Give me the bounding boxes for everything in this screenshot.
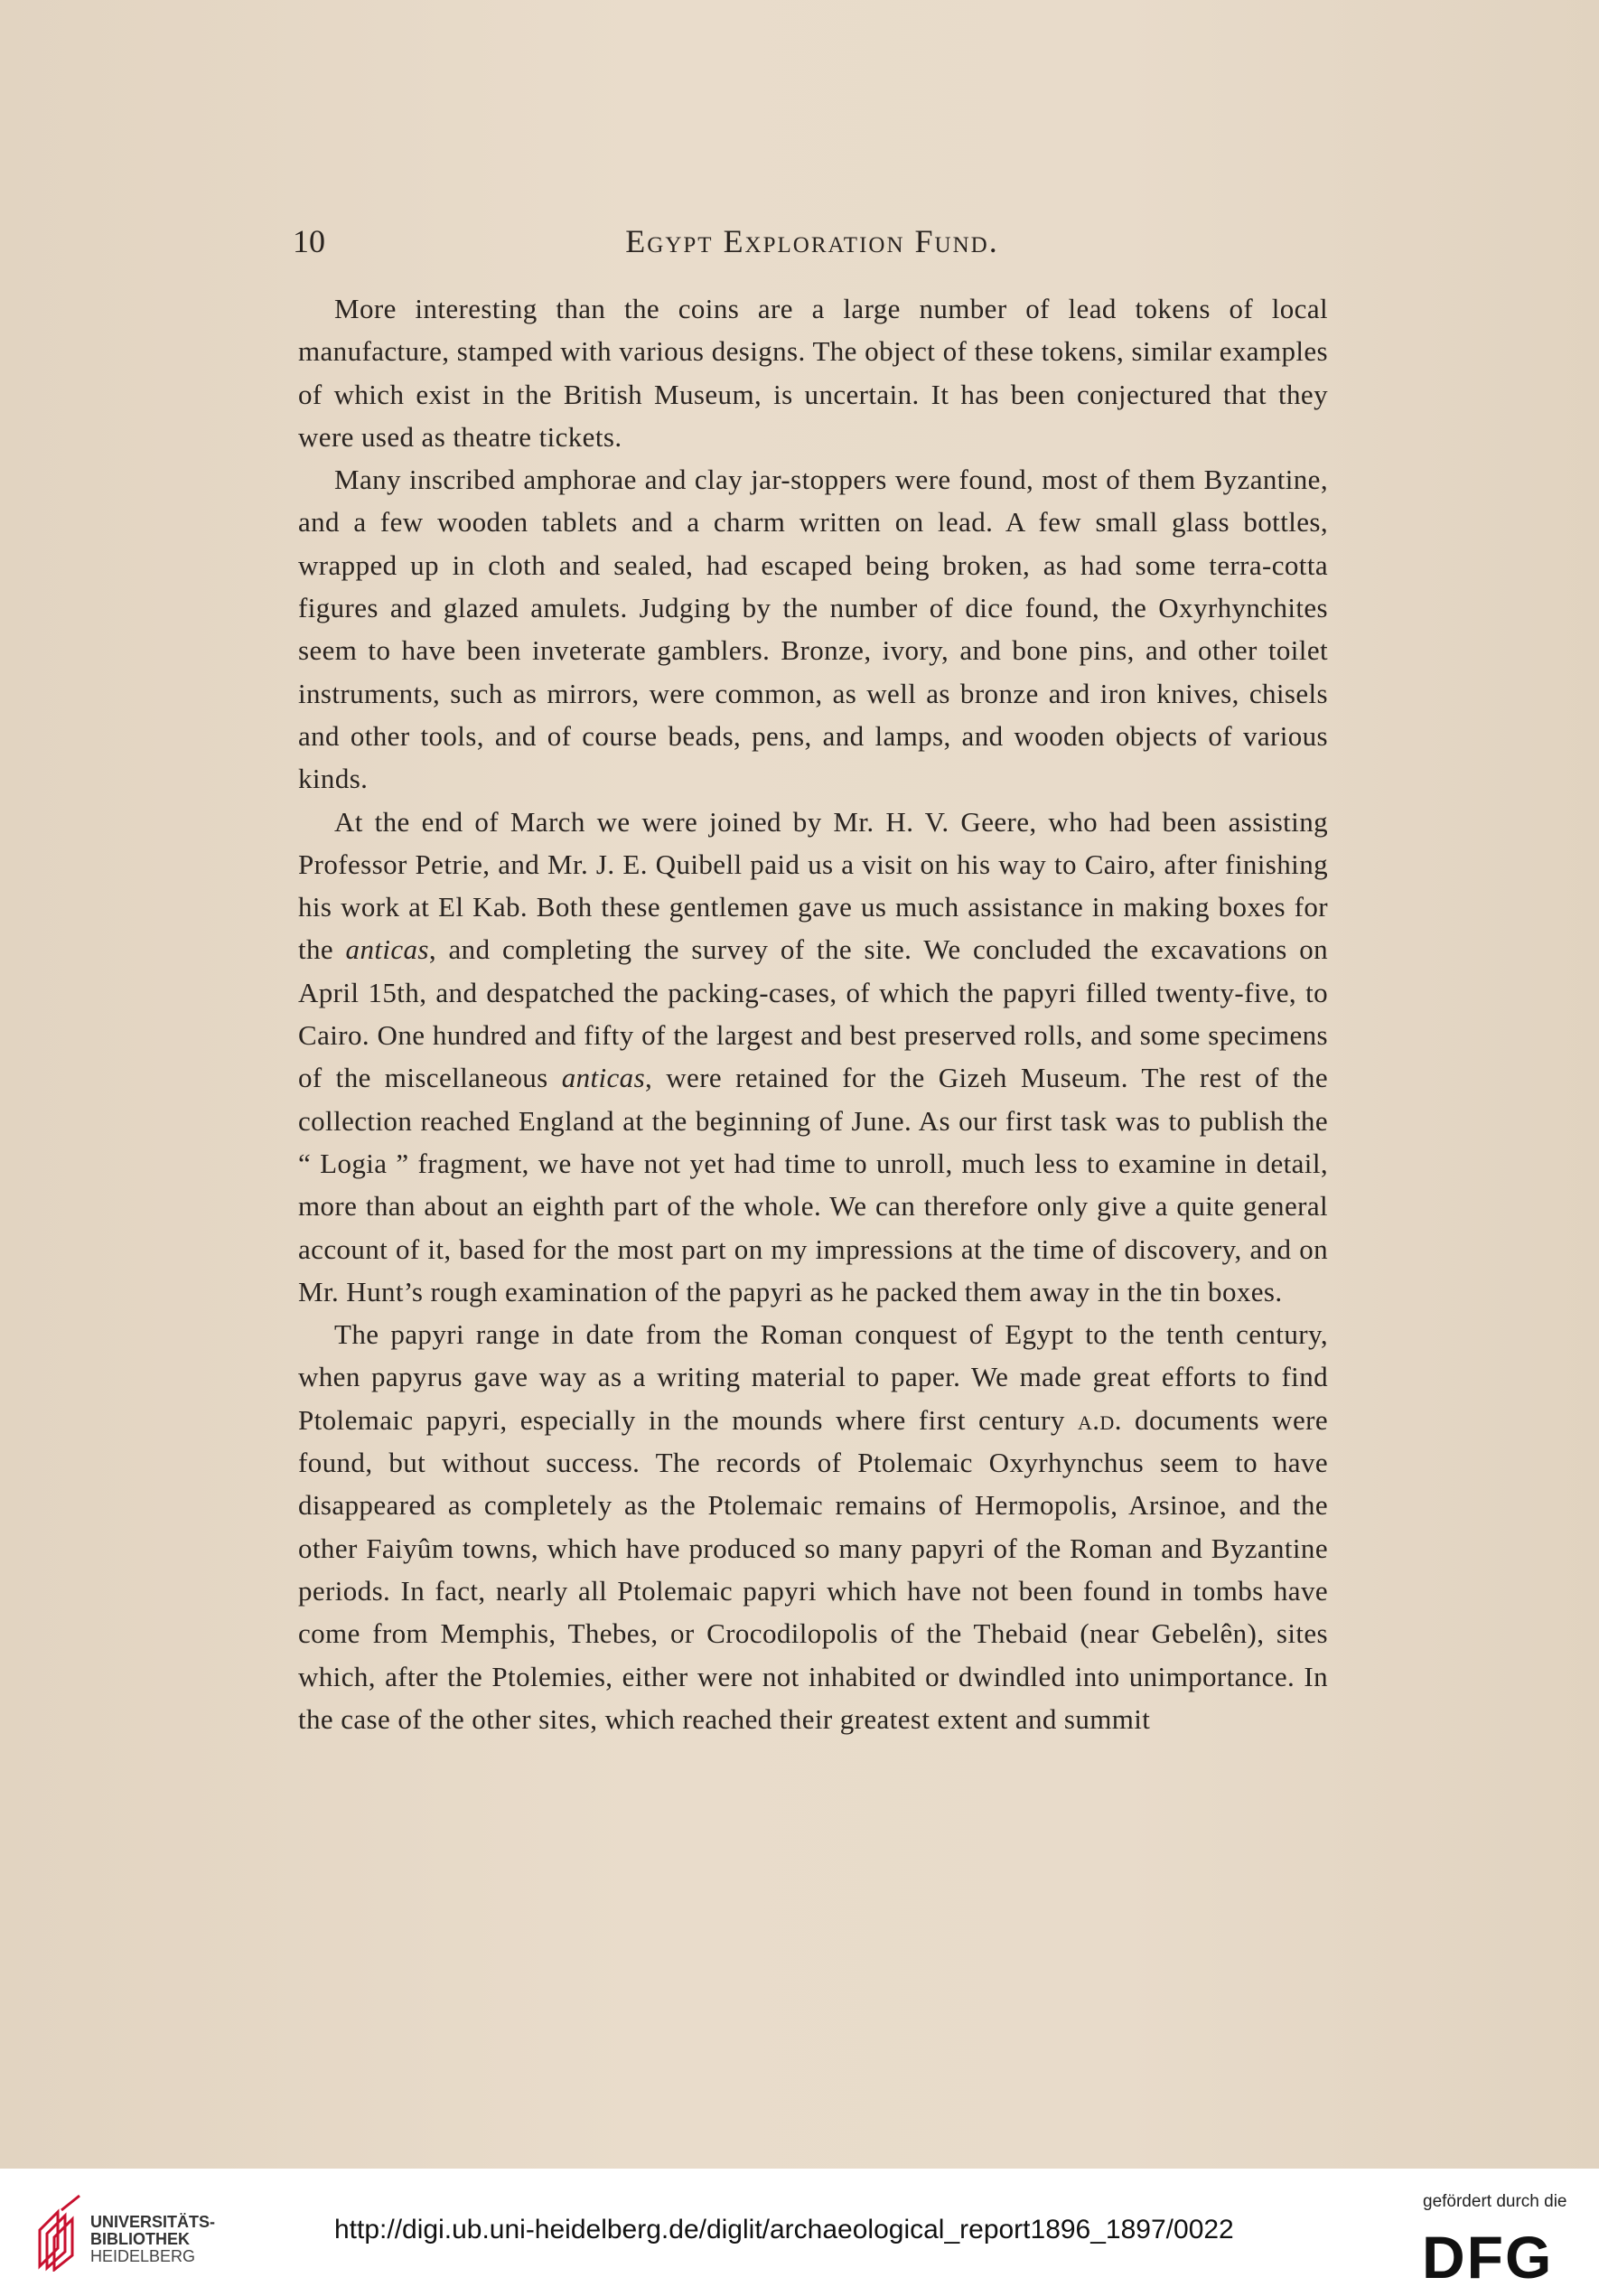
- body-text: [298, 287, 1328, 1740]
- paragraph-1: More interesting than the coins are a large number of lead tokens of local manufacture, stamped with various designs. The object of these tokens, similar examples of which exist in the British Museum, is uncertain. It has been conjectured that they were used as theatre tickets.: [298, 293, 1328, 453]
- paragraph-4-text-b: documents were found, but without success. The records of Ptolemaic Oxyrhynchus seem to have disappeared as completely as the Ptolemaic remains of Hermopolis, Arsinoe, and the other Faiyûm towns, which have produced so many papyri of the Roman and Byzantine periods. In fact, nearly all Ptolemaic papyri which have not been found in tombs have come from Memphis, Thebes, or Crocodilopolis of the Thebaid (near Gebelên), sites which, after the Ptolemies, either were not inhabited or dwindled into unimportance. In the case of the other sites, which reached their greatest extent and summit: [298, 1403, 1328, 1735]
- funded-by-label: gefördert durch die: [1423, 2192, 1567, 2211]
- small-caps-ad: a.d.: [1077, 1403, 1122, 1436]
- paragraph-3-text-a: At the end of March we were joined by Mr. H. V. Geere, who had been assisting Professor Petrie, and Mr. J. E. Quibell paid us a visit on his way to Cairo, after finishing his work at El Kab. Both these gentlemen gave us much assistance in making boxes for the: [298, 805, 1328, 966]
- permalink-url[interactable]: http://digi.ub.uni-heidelberg.de/diglit/archaeological_report1896_1897/0022: [334, 2215, 1234, 2244]
- page-number: 10: [293, 223, 325, 259]
- library-name-line-1: UNIVERSITÄTS-: [90, 2213, 216, 2231]
- paragraph-3-text-c: , were retained for the Gizeh Museum. The rest of the collection reached England at the beginning of June. As our first task was to publish the “ Logia ” fragment, we have not yet had time to unroll, much less to examine in detail, more than about an eighth part of the whole. We can therefore only give a quite general account of it, based for the most part on my impressions at the time of discovery, and on Mr. Hunt’s rough examination of the papyri as he packed them away in the tin boxes.: [298, 1062, 1328, 1307]
- running-title: Egypt Exploration Fund.: [625, 223, 999, 259]
- italic-anticas-1: anticas: [345, 933, 429, 966]
- page-header: [293, 222, 1332, 267]
- paragraph-2: Many inscribed amphorae and clay jar-stoppers were found, most of them Byzantine, and a few wooden tablets and a charm written on lead. A few small glass bottles, wrapped up in cloth and sealed, had escaped being broken, as had some terra-cotta figures and glazed amulets. Judging by the number of dice found, the Oxyrhynchites seem to have been inveterate gamblers. Bronze, ivory, and bone pins, and other toilet instruments, such as mirrors, were common, as well as bronze and iron knives, chisels and other tools, and of course beads, pens, and lamps, and wooden objects of various kinds.: [298, 464, 1328, 795]
- italic-anticas-2: anticas: [561, 1062, 646, 1094]
- library-name-line-2: BIBLIOTHEK: [90, 2230, 190, 2248]
- paragraph-4: [298, 1313, 1328, 1740]
- paragraph-3-text-b: , and completing the survey of the site. We concluded the excavations on April 15th, and despatched the packing-cases, of which the papyri filled twenty-five, to Cairo. One hundred and fifty of the largest and best preserved rolls, and some specimens of the miscellaneous: [298, 933, 1328, 1094]
- viewer-footer: [0, 2169, 1599, 2296]
- university-library-logo-icon: [34, 2194, 85, 2272]
- paragraph-4-text-a: The papyri range in date from the Roman conquest of Egypt to the tenth century, when papyrus gave way as a writing material to paper. We made great efforts to find Ptolemaic papyri, especially in the mounds where first century: [298, 1318, 1328, 1436]
- dfg-logo: DFG: [1422, 2224, 1554, 2291]
- paragraph-3: [298, 801, 1328, 1314]
- library-name-line-3: HEIDELBERG: [90, 2247, 196, 2265]
- library-name: [90, 2214, 215, 2265]
